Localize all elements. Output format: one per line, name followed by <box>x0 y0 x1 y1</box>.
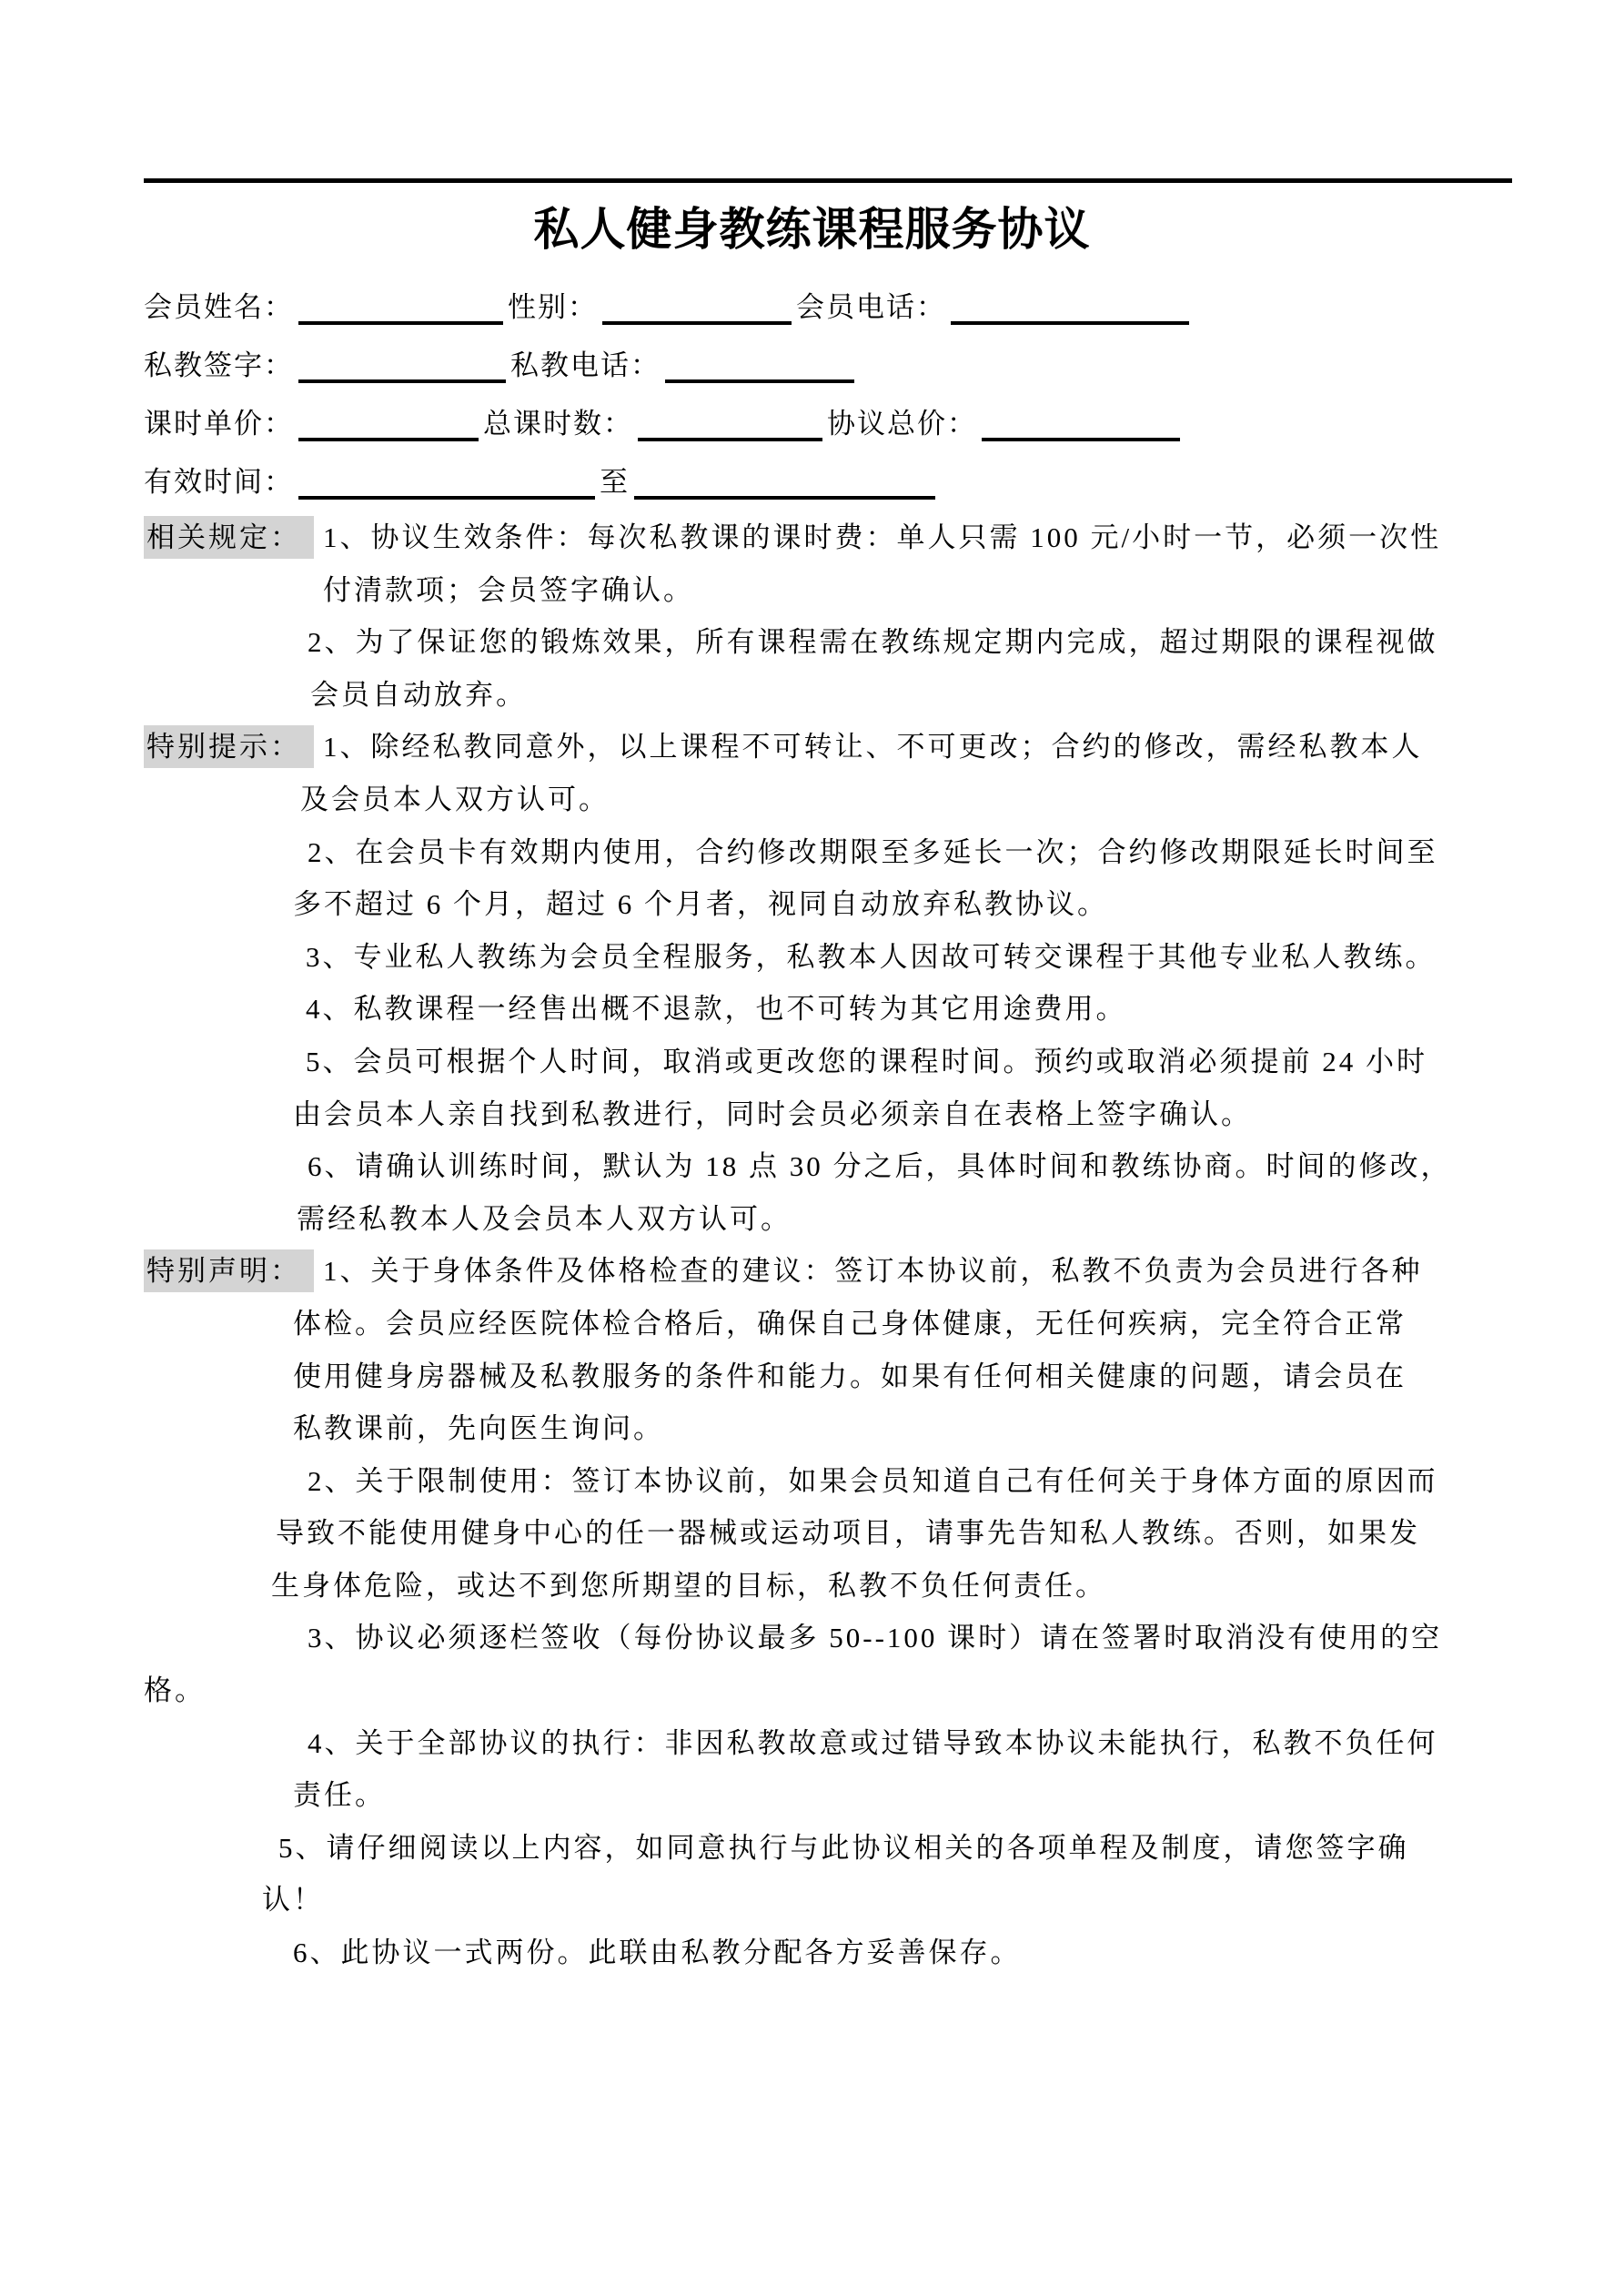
body-text: 由会员本人亲自找到私教进行，同时会员必须亲自在表格上签字确认。 <box>293 1097 1252 1130</box>
body-text: 6、请确认训练时间，默认为 18 点 30 分之后，具体时间和教练协商。时间的修改， <box>308 1150 1452 1183</box>
body-text: 认！ <box>262 1884 324 1917</box>
body-line <box>144 511 1599 564</box>
field-blank-line <box>298 321 503 325</box>
body-text: 4、私教课程一经售出概不退款，也不可转为其它用途费用。 <box>306 993 1127 1026</box>
body-text: 会员自动放弃。 <box>310 678 527 711</box>
body-text: 1、关于身体条件及体格检查的建议：签订本协议前，私教不负责为会员进行各种 <box>323 1255 1423 1288</box>
field-label: 有效时间： <box>144 466 294 498</box>
field-label: 性别： <box>508 291 598 323</box>
body-text: 需经私教本人及会员本人双方认可。 <box>297 1202 792 1235</box>
body-line <box>144 1245 1599 1298</box>
form-field-row <box>144 453 1563 511</box>
section-label: 相关规定： <box>144 516 314 559</box>
body-line <box>144 1874 1599 1927</box>
field-label: 协议总价： <box>827 408 977 440</box>
body-text: 5、会员可根据个人时间，取消或更改您的课程时间。预约或取消必须提前 24 小时 <box>306 1045 1427 1077</box>
body-text: 2、在会员卡有效期内使用，合约修改期限至多延长一次；合约修改期限延长时间至 <box>308 835 1438 868</box>
body-line <box>144 1455 1599 1508</box>
body-line <box>144 931 1599 984</box>
body-text: 私教课前，先向医生询问。 <box>293 1412 664 1445</box>
body-line <box>144 1350 1599 1403</box>
body-text: 2、为了保证您的锻炼效果，所有课程需在教练规定期内完成，超过期限的课程视做 <box>308 626 1438 659</box>
body-line <box>144 616 1599 669</box>
field-blank-line <box>665 379 854 383</box>
form-fields-section <box>144 278 1563 511</box>
body-line <box>144 1193 1599 1246</box>
body-text: 4、关于全部协议的执行：非因私教故意或过错导致本协议未能执行，私教不负任何 <box>308 1726 1438 1759</box>
body-text: 3、专业私人教练为会员全程服务，私教本人因故可转交课程于其他专业私人教练。 <box>306 940 1437 973</box>
field-label: 会员电话： <box>796 291 946 323</box>
body-line <box>144 1036 1599 1088</box>
form-field-row <box>144 395 1563 453</box>
agreement-body <box>144 511 1599 1979</box>
body-text: 5、请仔细阅读以上内容，如同意执行与此协议相关的各项单程及制度，请您签字确 <box>278 1831 1409 1864</box>
body-line <box>144 1402 1599 1455</box>
field-blank-line <box>602 321 792 325</box>
body-text: 1、协议生效条件：每次私教课的课时费：单人只需 100 元/小时一节，必须一次性 <box>323 521 1442 553</box>
body-line <box>144 669 1599 722</box>
form-field-row <box>144 337 1563 395</box>
body-text: 体检。会员应经医院体检合格后，确保自己身体健康，无任何疾病，完全符合正常 <box>293 1307 1407 1340</box>
body-line <box>144 1088 1599 1141</box>
field-label: 私教电话： <box>510 349 661 381</box>
body-text: 多不超过 6 个月，超过 6 个月者，视同自动放弃私教协议。 <box>293 888 1108 921</box>
body-line <box>144 1664 1599 1717</box>
field-label: 私教签字： <box>144 349 294 381</box>
body-text: 格。 <box>144 1674 206 1707</box>
body-text: 1、除经私教同意外，以上课程不可转让、不可更改；合约的修改，需经私教本人 <box>323 731 1423 764</box>
body-text: 付清款项；会员签字确认。 <box>323 573 694 606</box>
body-line <box>144 1140 1599 1193</box>
field-label: 总课时数： <box>483 408 633 440</box>
body-line <box>144 983 1599 1036</box>
body-text: 导致不能使用健身中心的任一器械或运动项目，请事先告知私人教练。否则，如果发 <box>276 1517 1420 1550</box>
body-line <box>144 1822 1599 1875</box>
field-label: 课时单价： <box>144 408 294 440</box>
field-label: 至 <box>600 466 630 498</box>
field-blank-line <box>951 321 1189 325</box>
body-line <box>144 721 1599 774</box>
field-blank-line <box>298 379 506 383</box>
body-line <box>144 826 1599 879</box>
body-line <box>144 1560 1599 1613</box>
field-label: 会员姓名： <box>144 291 294 323</box>
section-label: 特别提示： <box>144 725 314 768</box>
body-line <box>144 1769 1599 1822</box>
header-rule <box>144 178 1512 183</box>
field-blank-line <box>634 496 935 500</box>
body-line <box>144 1612 1599 1664</box>
body-text: 责任。 <box>293 1779 386 1812</box>
body-line <box>144 774 1599 826</box>
body-text: 生身体危险，或达不到您所期望的目标，私教不负任何责任。 <box>271 1569 1106 1602</box>
field-blank-line <box>638 438 822 441</box>
body-line <box>144 1717 1599 1770</box>
body-line <box>144 1927 1599 1979</box>
form-field-row <box>144 278 1563 337</box>
body-line <box>144 1298 1599 1350</box>
body-text: 使用健身房器械及私教服务的条件和能力。如果有任何相关健康的问题，请会员在 <box>293 1360 1407 1392</box>
field-blank-line <box>298 438 479 441</box>
section-label: 特别声明： <box>144 1249 314 1292</box>
body-text: 3、协议必须逐栏签收（每份协议最多 50--100 课时）请在签署时取消没有使用的空 <box>308 1622 1443 1654</box>
field-blank-line <box>298 496 595 500</box>
body-text: 2、关于限制使用：签订本协议前，如果会员知道自己有任何关于身体方面的原因而 <box>308 1464 1438 1497</box>
page-title: 私人健身教练课程服务协议 <box>533 204 1091 255</box>
body-text: 6、此协议一式两份。此联由私教分配各方妥善保存。 <box>293 1937 1022 1969</box>
body-line <box>144 564 1599 617</box>
body-line <box>144 1507 1599 1560</box>
body-line <box>144 878 1599 931</box>
field-blank-line <box>982 438 1180 441</box>
body-text: 及会员本人双方认可。 <box>300 783 610 815</box>
